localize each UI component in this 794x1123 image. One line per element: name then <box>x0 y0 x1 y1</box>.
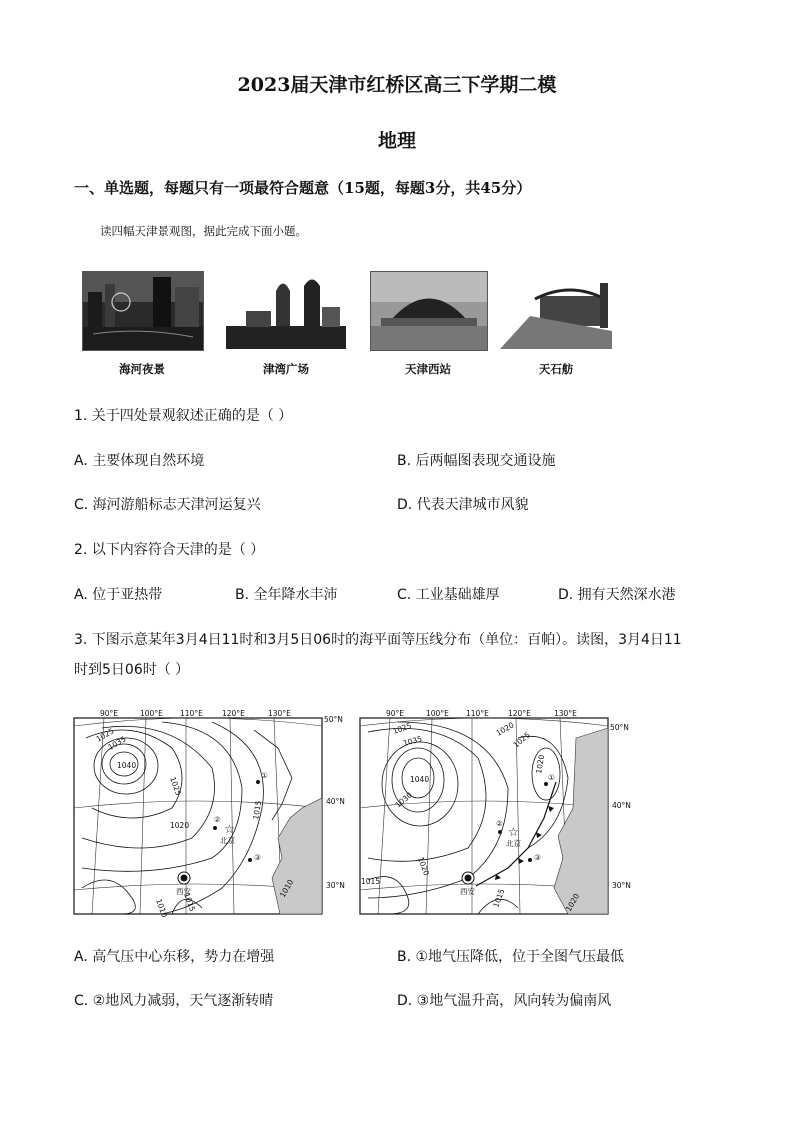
svg-text:1035: 1035 <box>402 734 423 748</box>
svg-text:1015: 1015 <box>182 891 198 913</box>
point-3: ③ <box>254 853 261 862</box>
q3-stem-line1: 3. 下图示意某年3月4日11时和3月5日06时的海平面等压线分布（单位：百帕）。读图，3月4日11 <box>74 632 682 648</box>
svg-text:1040: 1040 <box>117 761 137 770</box>
q2-stem: 2. 以下内容符合天津的是（ ） <box>74 542 265 558</box>
lon-label: 130°E <box>268 709 291 718</box>
q1-option-c: C. 海河游船标志天津河运复兴 <box>74 497 261 513</box>
lon-label: 130°E <box>554 709 577 718</box>
photo-tianshi-fang <box>500 271 612 349</box>
q3-stem-line2: 时到5日06时（ ） <box>74 662 190 678</box>
city-beijing: 北京 <box>506 839 521 848</box>
photo-caption-1: 海河夜景 <box>119 362 165 376</box>
svg-text:1020: 1020 <box>494 720 516 738</box>
svg-text:1020: 1020 <box>534 753 547 775</box>
isobar-map-march5 <box>358 708 640 920</box>
point-3: ③ <box>534 853 541 862</box>
svg-text:1020: 1020 <box>416 855 432 877</box>
q2-option-d: D. 拥有天然深水港 <box>558 587 676 603</box>
q3-option-c: C. ②地风力减弱，天气逐渐转晴 <box>74 993 274 1009</box>
lat-label: 30°N <box>612 881 631 890</box>
lon-label: 110°E <box>180 709 203 718</box>
svg-text:1040: 1040 <box>410 775 430 784</box>
photo-caption-4: 天石舫 <box>538 362 574 376</box>
subject-title: 地理 <box>377 130 416 152</box>
section-heading: 一、单选题，每题只有一项最符合题意（15题，每题3分，共45分） <box>74 179 532 197</box>
svg-text:1010: 1010 <box>154 897 170 919</box>
lon-label: 110°E <box>466 709 489 718</box>
city-xian: 西安 <box>176 887 191 896</box>
q1-stem: 1. 关于四处景观叙述正确的是（ ） <box>74 408 293 424</box>
svg-text:1030: 1030 <box>393 790 414 810</box>
photo-haihe-night <box>82 271 204 351</box>
city-xian: 西安 <box>460 887 475 896</box>
q1-option-b: B. 后两幅图表现交通设施 <box>397 453 556 469</box>
svg-text:1025: 1025 <box>391 720 413 736</box>
photo-tianjin-west-station <box>370 271 488 351</box>
q2-option-b: B. 全年降水丰沛 <box>235 587 338 603</box>
city-beijing: 北京 <box>220 836 235 845</box>
q2-option-c: C. 工业基础雄厚 <box>397 587 500 603</box>
beijing-star-icon: ☆ <box>224 822 235 836</box>
point-1: ① <box>261 771 268 780</box>
svg-text:1035: 1035 <box>106 734 128 752</box>
svg-text:1020: 1020 <box>563 891 582 913</box>
intro-text: 读四幅天津景观图，据此完成下面小题。 <box>100 224 307 238</box>
svg-text:1015: 1015 <box>361 877 381 886</box>
lon-label: 100°E <box>140 709 163 718</box>
lon-label: 120°E <box>508 709 531 718</box>
point-2: ② <box>214 815 221 824</box>
photo-caption-3: 天津西站 <box>405 362 451 376</box>
lon-label: 100°E <box>426 709 449 718</box>
svg-text:1010: 1010 <box>277 877 296 899</box>
q3-option-d: D. ③地气温升高，风向转为偏南风 <box>397 993 612 1009</box>
lon-label: 90°E <box>386 709 405 718</box>
lon-label: 90°E <box>100 709 119 718</box>
svg-text:1025: 1025 <box>168 775 184 797</box>
svg-text:1025: 1025 <box>94 726 116 744</box>
lon-label: 120°E <box>222 709 245 718</box>
photo-caption-2: 津湾广场 <box>263 362 309 376</box>
q1-option-a: A. 主要体现自然环境 <box>74 453 205 469</box>
svg-text:1015: 1015 <box>491 887 507 909</box>
photo-jinwan-plaza <box>226 271 346 349</box>
lat-label: 40°N <box>326 797 345 806</box>
svg-text:1015: 1015 <box>251 799 264 821</box>
lat-label: 50°N <box>324 715 343 724</box>
lat-label: 30°N <box>326 881 345 890</box>
isobar-map-march4 <box>72 708 352 920</box>
q3-option-b: B. ①地气压降低，位于全图气压最低 <box>397 949 625 965</box>
q3-option-a: A. 高气压中心东移，势力在增强 <box>74 949 275 965</box>
point-2: ② <box>496 819 503 828</box>
svg-text:1025: 1025 <box>511 730 532 750</box>
lat-label: 40°N <box>612 801 631 810</box>
q1-option-d: D. 代表天津城市风貌 <box>397 497 529 513</box>
exam-title: 2023届天津市红桥区高三下学期二模 <box>237 74 557 96</box>
lat-label: 50°N <box>610 723 629 732</box>
q2-option-a: A. 位于亚热带 <box>74 587 163 603</box>
beijing-star-icon: ☆ <box>508 825 519 839</box>
svg-text:1020: 1020 <box>170 821 190 830</box>
point-1: ① <box>548 773 555 782</box>
